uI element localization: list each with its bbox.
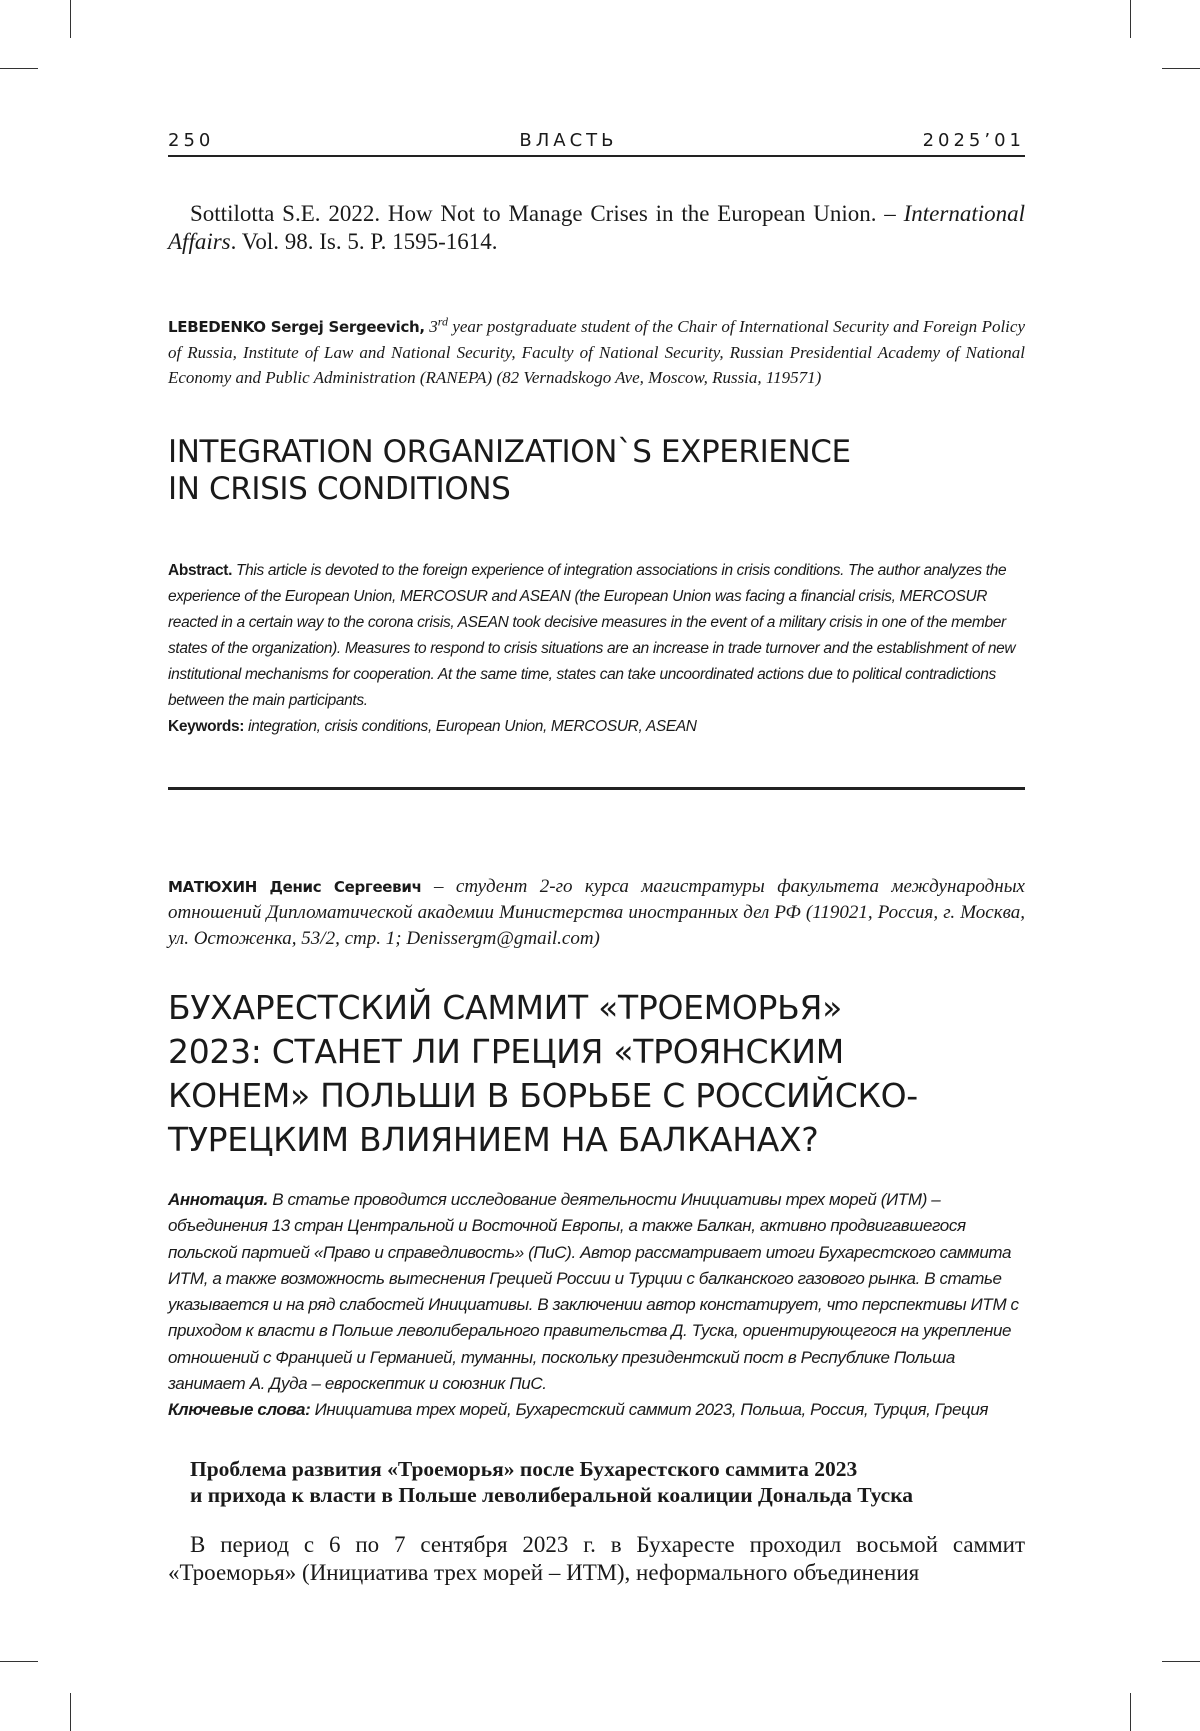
keywords-en: integration, crisis conditions, European Union, MERCOSUR, ASEAN [244, 718, 697, 735]
issue-number: 2025’01 [922, 130, 1025, 151]
abstract-label: Abstract. [168, 562, 233, 579]
author-name-en: LEBEDENKO Sergej Sergeevich, [168, 318, 425, 336]
journal-name: ВЛАСТЬ [519, 130, 618, 151]
annotation-label: Аннотация. [168, 1190, 268, 1209]
author-info-en: LEBEDENKO Sergej Sergeevich, 3rd year postgraduate student of the Chair of International Security and Foreign Policy of Russia, Institute of Law and National Security, Faculty of National Security, Russian Presidential Academy of National Economy and Public Administration (RANEPA) (82 Vernadskogo Ave, Moscow, Russia, 119571) [168, 314, 1025, 387]
crop-mark [0, 1661, 38, 1662]
crop-mark [1162, 1661, 1200, 1662]
keywords-ru: Инициатива трех морей, Бухарестский саммит 2023, Польша, Россия, Турция, Греция [310, 1400, 989, 1420]
body-paragraph: В период с 6 по 7 сентября 2023 г. в Бухаресте проходил восьмой саммит «Троеморья» (Инициатива трех морей – ИТМ), неформального объединения [168, 1532, 1025, 1585]
crop-mark [1130, 1693, 1131, 1731]
crop-mark [70, 0, 71, 38]
keywords-label-ru: Ключевые слова: [168, 1400, 311, 1420]
reference-journal: International Affairs [168, 201, 1026, 254]
annotation-ru: Аннотация. В статье проводится исследование деятельности Инициативы трех морей (ИТМ) – объединения 13 стран Центральной и Восточной Европы, а также Балкан, активно продвигавшегося польской партией «Право и справедливость» (ПиС). Автор рассматривает итоги Бухарестского саммита ИТМ, а также возможность вытеснения Грецией России и Турции с балканского газового рынка. В статье указывается и на ряд слабостей Инициативы. В заключении автор констатирует, что перспективы ИТМ с приходом к власти в Польше леволиберального правительства Д. Туска, ориентирующегося на укрепление отношений с Францией и Германией, туманны, поскольку президентский пост в Республике Польша занимает А. Дуда – евроскептик и союзник ПиС. Ключевые слова: Инициатива трех морей, Бухарестский саммит 2023, Польша, Россия, Турция, Греция [168, 1190, 1019, 1420]
running-header [168, 130, 1025, 157]
section-divider [168, 787, 1025, 790]
article-title-en: INTEGRATION ORGANIZATION`S EXPERIENCE IN CRISIS CONDITIONS [168, 434, 851, 507]
keywords-label: Keywords: [168, 718, 245, 735]
article-title-ru: БУХАРЕСТСКИЙ САММИТ «ТРОЕМОРЬЯ» 2023: СТАНЕТ ЛИ ГРЕЦИЯ «ТРОЯНСКИМ КОНЕМ» ПОЛЬШИ В БОРЬБЕ С РОССИЙСКО- ТУРЕЦКИМ ВЛИЯНИЕМ НА БАЛКАНАХ? [168, 988, 918, 1159]
crop-mark [1162, 68, 1200, 69]
author-name-ru: МАТЮХИН Денис Сергеевич [168, 878, 422, 896]
crop-mark [0, 68, 38, 69]
author-info-ru: МАТЮХИН Денис Сергеевич – студент 2-го курса магистратуры факультета международных отношений Дипломатической академии Министерства иностранных дел РФ (119021, Россия, г. Москва, ул. Остоженка, 53/2, стр. 1; Denissergm@gmail.com) [168, 876, 1025, 949]
reference-entry: Sottilotta S.E. 2022. How Not to Manage Crises in the European Union. – International Affairs. Vol. 98. Is. 5. P. 1595-1614. [168, 201, 1026, 254]
page-number: 250 [168, 130, 215, 151]
crop-mark [70, 1693, 71, 1731]
page-content [168, 130, 1026, 1585]
crop-mark [1130, 0, 1131, 38]
abstract-en: Abstract. This article is devoted to the foreign experience of integration associations in crisis conditions. The author analyzes the experience of the European Union, MERCOSUR and ASEAN (the European Union was facing a financial crisis, MERCOSUR reacted in a certain way to the corona crisis, ASEAN took decisive measures in the event of a military crisis in one of the member states of the organization). Measures to respond to crisis situations are an increase in trade turnover and the establishment of new institutional mechanisms for cooperation. At the same time, states can take uncoordinated actions due to political contradictions between the main participants. Keywords: integration, crisis conditions, European Union, MERCOSUR, ASEAN [168, 562, 1016, 735]
section-heading: Проблема развития «Троеморья» после Бухарестского саммита 2023 и прихода к власти в Польше леволиберальной коалиции Дональда Туска [190, 1457, 914, 1507]
